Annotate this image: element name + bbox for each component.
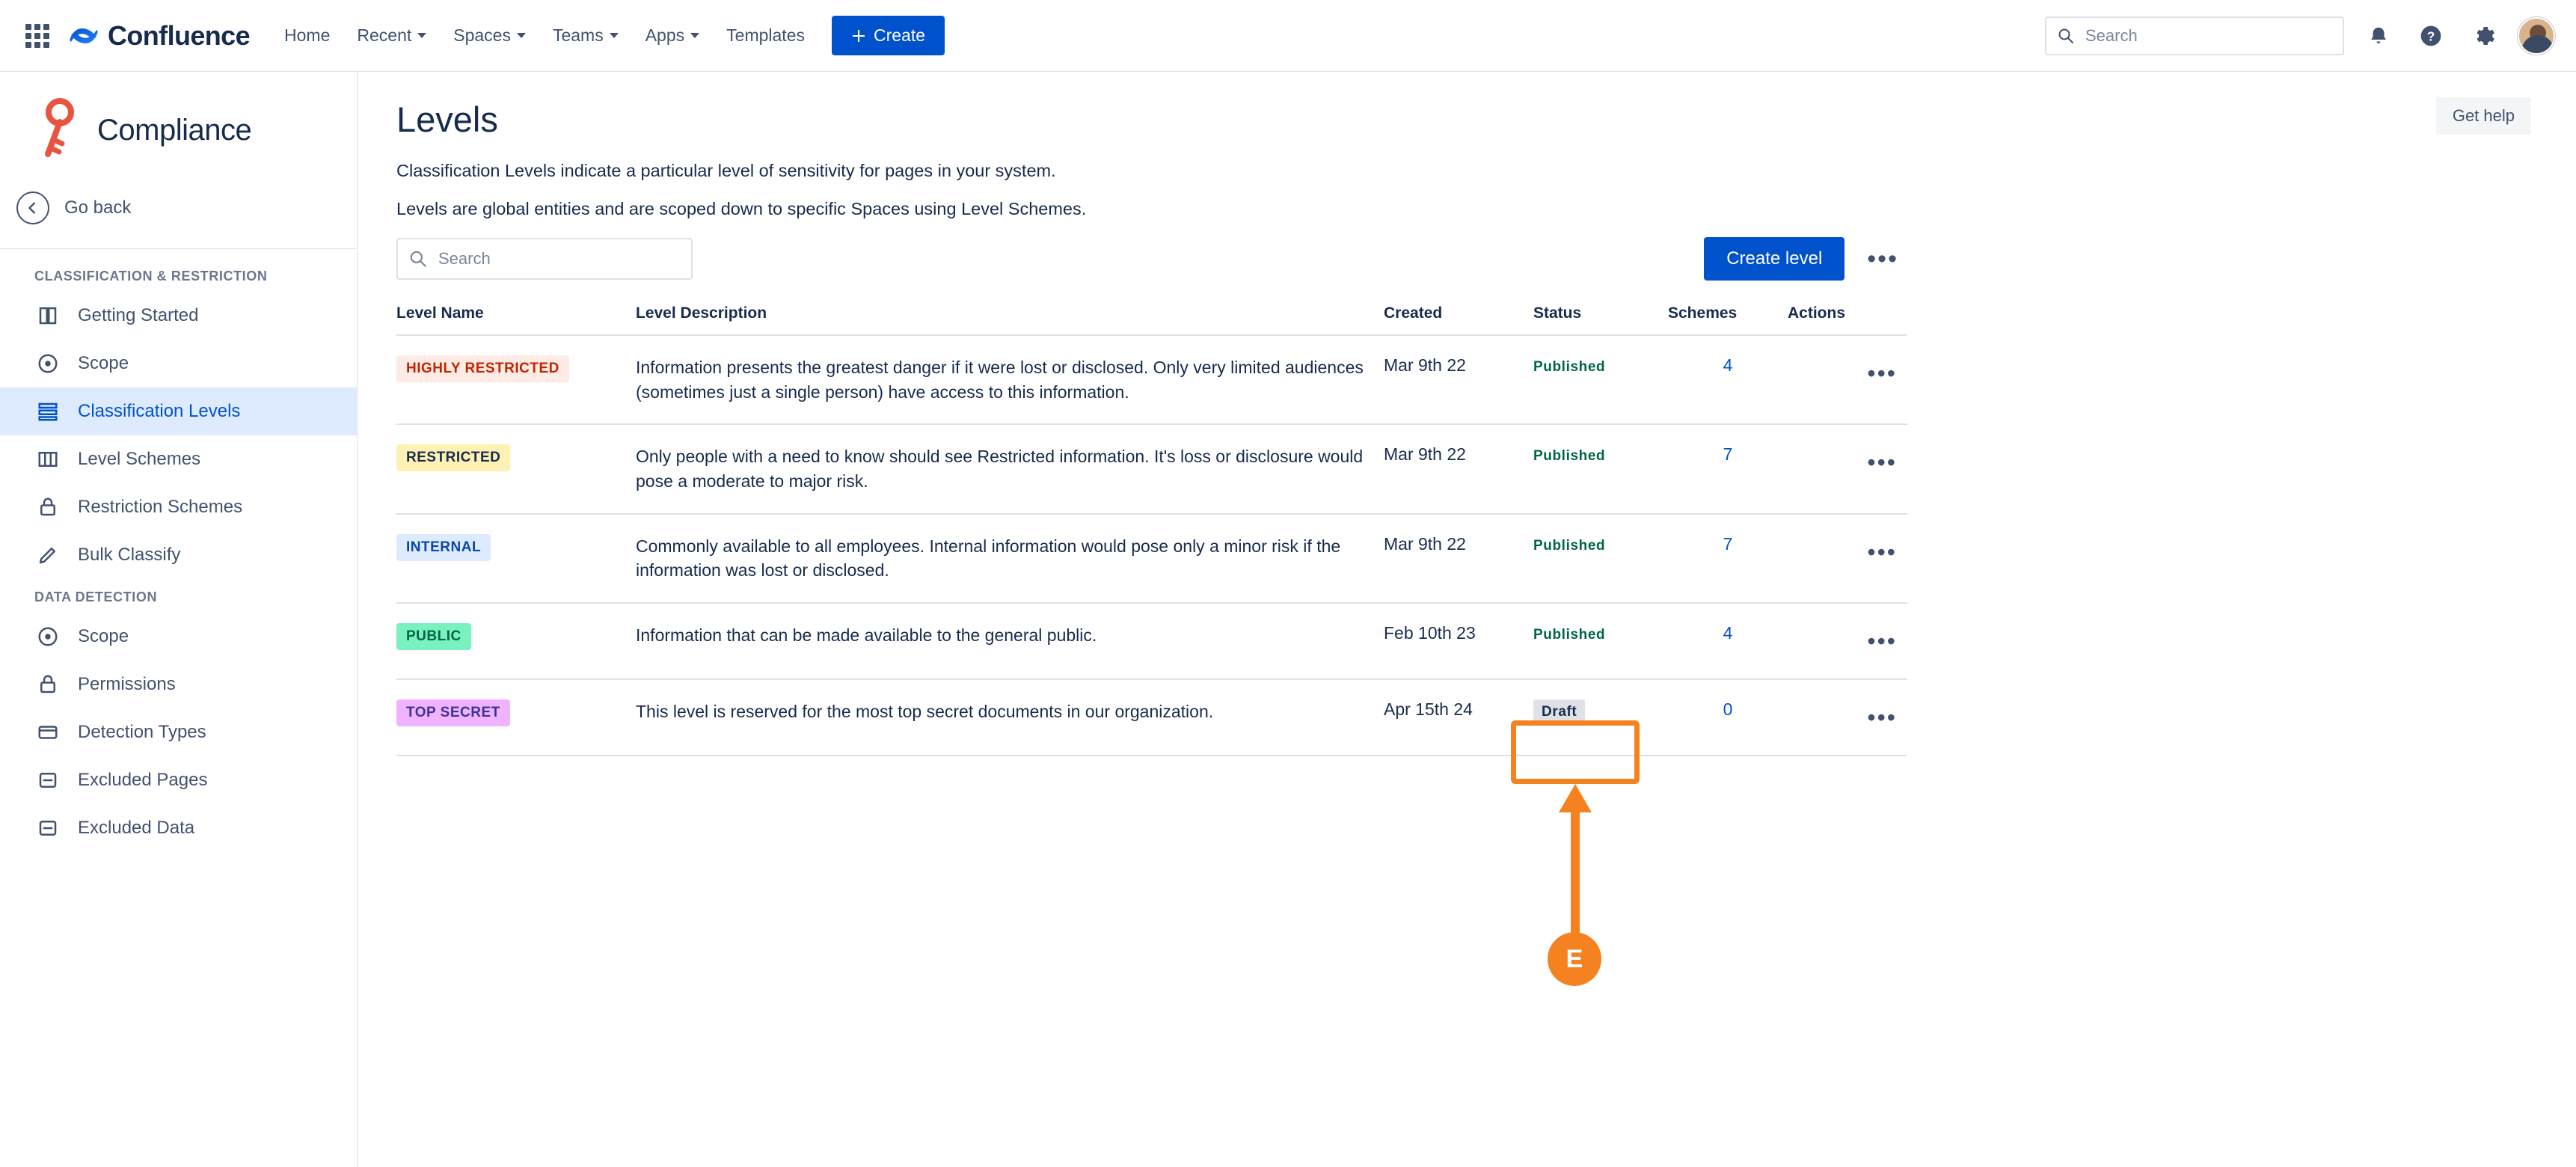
- compliance-app-logo: [0, 91, 357, 181]
- status-badge: RESTRICTED: [396, 444, 510, 471]
- book-icon: [34, 302, 61, 329]
- column-header-status: Status: [1533, 297, 1668, 335]
- search-icon: [408, 249, 428, 269]
- lock-icon: [34, 671, 61, 698]
- brand-name: Confluence: [108, 19, 251, 51]
- plus-icon: [851, 28, 866, 43]
- arrow-left-icon: [16, 192, 49, 224]
- levels-search-input[interactable]: [396, 238, 693, 280]
- sidebar-item-label: Permissions: [78, 674, 176, 694]
- nav-item-home[interactable]: [271, 18, 343, 53]
- level-description: This level is reserved for the most top secret documents in our organization.: [636, 679, 1384, 756]
- level-schemes-count[interactable]: 4: [1723, 355, 1733, 375]
- column-header-schemes: Schemes: [1668, 297, 1788, 335]
- column-header-created: Created: [1384, 297, 1533, 335]
- level-description: Information that can be made available to the general public.: [636, 603, 1384, 679]
- create-level-button[interactable]: Create level: [1704, 237, 1844, 281]
- target-icon: [34, 623, 61, 650]
- card-icon: [34, 719, 61, 746]
- chevron-down-icon: [610, 33, 619, 38]
- sidebar-item-getting-started[interactable]: [0, 292, 357, 340]
- levels-toolbar: [396, 237, 1907, 281]
- nav-item-recent[interactable]: [343, 18, 440, 53]
- table-row: [396, 424, 1907, 513]
- sidebar-item-scope-detection[interactable]: [0, 613, 357, 661]
- nav-item-label: Teams: [552, 25, 604, 45]
- nav-item-teams[interactable]: [539, 18, 632, 53]
- level-schemes-count[interactable]: 7: [1723, 533, 1733, 554]
- level-created-date: Mar 9th 22: [1384, 424, 1533, 513]
- row-actions-button[interactable]: •••: [1856, 444, 1907, 480]
- nav-item-templates[interactable]: [713, 18, 818, 53]
- search-icon: [2057, 27, 2075, 45]
- svg-text:?: ?: [2426, 28, 2435, 44]
- sidebar-item-detection-types[interactable]: [0, 708, 357, 756]
- row-actions-button[interactable]: •••: [1856, 623, 1907, 659]
- pen-icon: [34, 542, 61, 569]
- level-created-date: Mar 9th 22: [1384, 335, 1533, 424]
- page-icon: [34, 767, 61, 794]
- level-description: Information presents the greatest danger if it were lost or disclosed. Only very limited audiences (sometimes just a single person) have access to this information.: [636, 335, 1384, 424]
- column-header-actions: Actions: [1788, 297, 1907, 335]
- table-header-row: [396, 297, 1907, 335]
- chevron-down-icon: [417, 33, 426, 38]
- level-status: Published: [1533, 626, 1606, 643]
- sidebar-item-label: Detection Types: [78, 722, 206, 742]
- level-created-date: Apr 15th 24: [1384, 679, 1533, 756]
- chevron-down-icon: [517, 33, 526, 38]
- go-back-button[interactable]: [0, 181, 357, 235]
- sidebar-item-label: Classification Levels: [78, 401, 241, 421]
- table-row: [396, 679, 1907, 756]
- create-button[interactable]: [832, 16, 945, 55]
- row-actions-button[interactable]: •••: [1856, 355, 1907, 391]
- status-badge: HIGHLY RESTRICTED: [396, 355, 569, 382]
- annotation-step-badge: E: [1548, 932, 1601, 986]
- nav-item-label: Apps: [645, 25, 685, 45]
- go-back-label: Go back: [64, 197, 132, 218]
- nav-item-spaces[interactable]: [440, 18, 539, 53]
- nav-item-label: Templates: [726, 25, 805, 45]
- level-status: Published: [1533, 359, 1606, 375]
- sidebar-item-scope-classification[interactable]: [0, 340, 357, 388]
- global-search[interactable]: [2045, 16, 2344, 55]
- levels-overflow-menu-button[interactable]: •••: [1858, 243, 1907, 275]
- confluence-home-link[interactable]: [69, 20, 250, 52]
- nav-item-label: Recent: [357, 25, 412, 45]
- page-shell: [0, 72, 2576, 1167]
- levels-toolbar-actions: [1704, 237, 1907, 281]
- level-created-date: Mar 9th 22: [1384, 514, 1533, 603]
- chevron-down-icon: [690, 33, 699, 38]
- sidebar-item-excluded-pages[interactable]: [0, 756, 357, 804]
- help-icon[interactable]: [2413, 18, 2449, 54]
- row-actions-button[interactable]: •••: [1856, 699, 1907, 735]
- table-row: [396, 603, 1907, 679]
- columns-icon: [34, 446, 61, 473]
- top-nav-right-group: [2045, 16, 2555, 55]
- level-description: Commonly available to all employees. Internal information would pose only a minor risk if the information was lost or disclosed.: [636, 514, 1384, 603]
- column-header-level-name: Level Name: [396, 297, 636, 335]
- page-description-line-1: Classification Levels indicate a particular level of sensitivity for pages in your system.: [396, 161, 1056, 180]
- nav-item-label: Home: [284, 25, 331, 45]
- sidebar-item-label: Excluded Data: [78, 818, 195, 838]
- global-search-input[interactable]: [2045, 16, 2344, 55]
- row-actions-button[interactable]: •••: [1856, 534, 1907, 570]
- level-schemes-count[interactable]: 0: [1723, 699, 1733, 719]
- sidebar-item-excluded-data[interactable]: [0, 804, 357, 852]
- status-badge: PUBLIC: [396, 623, 471, 650]
- create-button-label: Create: [873, 25, 926, 45]
- level-status: Published: [1533, 537, 1606, 554]
- level-status: Published: [1533, 448, 1606, 465]
- column-header-level-description: Level Description: [636, 297, 1384, 335]
- page-icon: [34, 815, 61, 842]
- lock-icon: [34, 494, 61, 521]
- levels-table: [396, 297, 1907, 756]
- level-created-date: Feb 10th 23: [1384, 603, 1533, 679]
- sidebar-item-permissions[interactable]: [0, 661, 357, 708]
- level-description: Only people with a need to know should see Restricted information. It's loss or disclosure would pose a moderate to major risk.: [636, 424, 1384, 513]
- sidebar-item-label: Restriction Schemes: [78, 497, 243, 517]
- sidebar-item-label: Excluded Pages: [78, 770, 208, 790]
- sidebar-item-classification-levels[interactable]: [0, 388, 357, 435]
- get-help-button[interactable]: Get help: [2436, 97, 2531, 135]
- layers-icon: [34, 398, 61, 425]
- page-title: Levels: [396, 99, 498, 139]
- levels-search[interactable]: [396, 238, 693, 280]
- target-icon: [34, 350, 61, 377]
- table-row: [396, 335, 1907, 424]
- level-schemes-count[interactable]: 7: [1723, 444, 1733, 465]
- sidebar-item-label: Scope: [78, 626, 129, 646]
- sidebar-item-restriction-schemes[interactable]: [0, 483, 357, 531]
- status-badge: INTERNAL: [396, 534, 491, 561]
- app-name: Compliance: [97, 113, 252, 147]
- app-switcher-icon[interactable]: [21, 19, 54, 52]
- nav-item-apps[interactable]: [632, 18, 713, 53]
- sidebar-section-classification-title: CLASSIFICATION & RESTRICTION: [34, 269, 268, 284]
- nav-item-label: Spaces: [453, 25, 511, 45]
- sidebar-item-level-schemes[interactable]: [0, 435, 357, 483]
- notifications-icon[interactable]: [2361, 18, 2396, 54]
- main-content: [358, 72, 2576, 1167]
- sidebar-item-bulk-classify[interactable]: [0, 531, 357, 579]
- sidebar-item-label: Bulk Classify: [78, 545, 181, 565]
- key-logo-icon: [37, 97, 87, 163]
- user-avatar[interactable]: [2518, 17, 2555, 55]
- sidebar-item-label: Level Schemes: [78, 449, 201, 469]
- sidebar-item-label: Scope: [78, 353, 129, 373]
- settings-gear-icon[interactable]: [2465, 18, 2501, 54]
- table-row: [396, 514, 1907, 603]
- sidebar-item-label: Getting Started: [78, 305, 199, 325]
- top-navigation-bar: [0, 0, 2576, 72]
- sidebar-section-data-detection-title: DATA DETECTION: [34, 589, 158, 604]
- sidebar: [0, 72, 358, 1167]
- sidebar-divider: [0, 248, 357, 249]
- level-status-draft: Draft: [1533, 699, 1585, 725]
- confluence-logo-icon: [69, 21, 99, 51]
- status-badge: TOP SECRET: [396, 699, 510, 726]
- page-description-line-2: Levels are global entities and are scoped down to specific Spaces using Level Schemes.: [396, 199, 1087, 218]
- level-schemes-count[interactable]: 4: [1723, 622, 1733, 643]
